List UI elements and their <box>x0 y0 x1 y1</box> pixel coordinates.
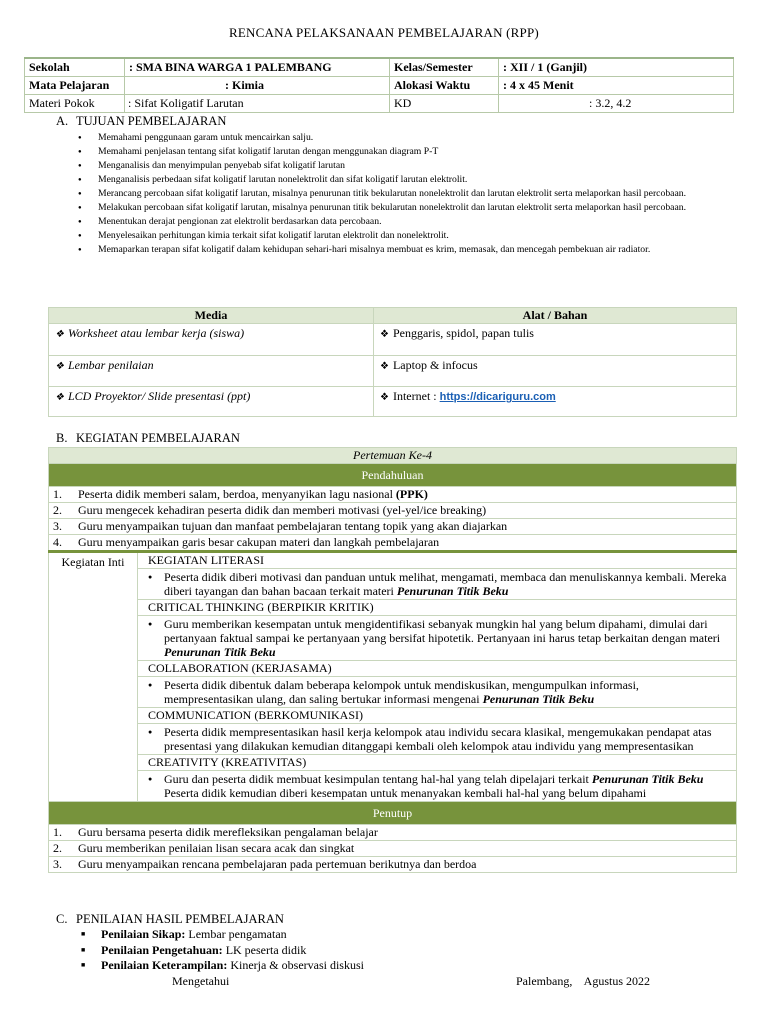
diamond-bullet-icon: ❖ <box>55 329 64 340</box>
media-table <box>48 307 737 417</box>
penutup-bar: Penutup <box>49 802 737 825</box>
kegiatan-table <box>48 447 737 873</box>
header-info-table <box>24 57 734 113</box>
inti-subheading: CRITICAL THINKING (BERPIKIR KRITIK) <box>138 600 737 616</box>
tujuan-item: ● Memahami penggunaan garam untuk mencairkan salju. <box>48 131 738 145</box>
alokasi-label: Alokasi Waktu <box>390 77 499 95</box>
inti-item: ● Peserta didik dibentuk dalam beberapa kelompok untuk mendiskusikan, mengumpulkan informasi, mempresentasikan ulang, dan saling bertukar informasi mengenai Penurunan Titik Beku <box>138 677 737 708</box>
tujuan-list <box>48 131 738 257</box>
alat-item: ❖ Internet : https://dicariguru.com <box>374 387 737 417</box>
penutup-item: 1. Guru bersama peserta didik merefleksikan pengalaman belajar <box>49 825 737 841</box>
inti-subheading: COLLABORATION (KERJASAMA) <box>138 661 737 677</box>
tujuan-item: ● Menganalisis perbedaan sifat koligatif larutan nonelektrolit dan sifat koligatif larutan elektrolit. <box>48 173 738 187</box>
diamond-bullet-icon: ❖ <box>55 392 64 403</box>
place-date: Palembang, Agustus 2022 <box>516 974 650 988</box>
diamond-bullet-icon: ❖ <box>55 361 64 372</box>
alokasi-value: : 4 x 45 Menit <box>499 77 734 95</box>
internet-link[interactable]: https://dicariguru.com <box>439 391 556 403</box>
section-b-heading <box>56 431 240 446</box>
section-b-title: KEGIATAN PEMBELAJARAN <box>76 431 240 445</box>
section-b-number: B. <box>56 431 68 445</box>
media-header: Media <box>49 308 374 324</box>
pendahuluan-item: 4. Guru menyampaikan garis besar cakupan materi dan langkah pembelajaran <box>49 535 737 552</box>
inti-subheading: CREATIVITY (KREATIVITAS) <box>138 755 737 771</box>
tujuan-item: ● Menyelesaikan perhitungan kimia terkait sifat koligatif larutan elektrolit dan nonelektrolit. <box>48 229 738 243</box>
section-a-title: TUJUAN PEMBELAJARAN <box>76 114 227 128</box>
pendahuluan-bar: Pendahuluan <box>49 464 737 487</box>
section-c-title: PENILAIAN HASIL PEMBELAJARAN <box>76 912 284 926</box>
alat-header: Alat / Bahan <box>374 308 737 324</box>
media-item: ❖ Worksheet atau lembar kerja (siswa) <box>49 324 374 356</box>
inti-item: ● Peserta didik mempresentasikan hasil kerja kelompok atau individu secara klasikal, mengemukakan pendapat atas presentasi yang dilakukan kemudian ditanggapi kembali oleh kelompok atau individu yang mempresentasikan <box>138 724 737 755</box>
kelas-value: : XII / 1 (Ganjil) <box>499 58 734 77</box>
diamond-bullet-icon: ❖ <box>380 392 389 403</box>
inti-item: ● Guru dan peserta didik membuat kesimpulan tentang hal-hal yang telah dipelajari terkait Penurunan Titik Beku Peserta didik kemudian diberi kesempatan untuk menanyakan kembali hal-hal yang belum dipahami <box>138 771 737 802</box>
penilaian-item: ■ Penilaian Pengetahuan: LK peserta didik <box>81 943 364 959</box>
tujuan-item: ● Memaparkan terapan sifat koligatif dalam kehidupan sehari-hari misalnya membuat es krim, memasak, dan mencegah pembekuan air radiator. <box>48 243 738 257</box>
media-item: ❖ LCD Proyektor/ Slide presentasi (ppt) <box>49 387 374 417</box>
tujuan-item: ● Merancang percobaan sifat koligatif larutan, misalnya penurunan titik bekularutan nonelektrolit dan larutan elektrolit serta melaporkan hasil percobaan. <box>48 187 738 201</box>
tujuan-item: ● Menentukan derajat pengionan zat elektrolit berdasarkan data percobaan. <box>48 215 738 229</box>
alat-item: ❖ Penggaris, spidol, papan tulis <box>374 324 737 356</box>
penilaian-list <box>81 927 364 974</box>
penutup-item: 2. Guru memberikan penilaian lisan secara acak dan singkat <box>49 841 737 857</box>
section-c-heading <box>56 912 284 927</box>
sekolah-label: Sekolah <box>25 58 125 77</box>
kelas-label: Kelas/Semester <box>390 58 499 77</box>
diamond-bullet-icon: ❖ <box>380 361 389 372</box>
sekolah-value: : SMA BINA WARGA 1 PALEMBANG <box>125 58 390 77</box>
pendahuluan-item: 1. Peserta didik memberi salam, berdoa, menyanyikan lagu nasional (PPK) <box>49 487 737 503</box>
tujuan-item: ● Memahami penjelasan tentang sifat koligatif larutan dengan menggunakan diagram P-T <box>48 145 738 159</box>
media-item: ❖ Lembar penilaian <box>49 356 374 387</box>
penilaian-item: ■ Penilaian Sikap: Lembar pengamatan <box>81 927 364 943</box>
inti-item: ● Guru memberikan kesempatan untuk mengidentifikasi sebanyak mungkin hal yang belum dipahami, dimulai dari pertanyaan faktual sampai ke pertanyaan yang bersifat hipotetik. Pertanyaan ini harus tetap berkaitan dengan materi Penurunan Titik Beku <box>138 616 737 661</box>
kd-value: : 3.2, 4.2 <box>499 95 734 113</box>
inti-subheading: KEGIATAN LITERASI <box>138 552 737 569</box>
mengetahui-label: Mengetahui <box>172 974 230 988</box>
page-title: RENCANA PELAKSANAAN PEMBELAJARAN (RPP) <box>229 25 539 40</box>
diamond-bullet-icon: ❖ <box>380 329 389 340</box>
section-a-heading <box>56 114 226 129</box>
tujuan-item: ● Melakukan percobaan sifat koligatif larutan, misalnya penurunan titik bekularutan nonelektrolit dan larutan elektrolit serta melaporkan hasil percobaan. <box>48 201 738 215</box>
mapel-value: : Kimia <box>125 77 390 95</box>
inti-item: ● Peserta didik diberi motivasi dan panduan untuk melihat, mengamati, membaca dan menuliskannya kembali. Mereka diberi tayangan dan bahan bacaan terkait materi Penurunan Titik Beku <box>138 569 737 600</box>
alat-item: ❖ Laptop & infocus <box>374 356 737 387</box>
tujuan-item: ● Menganalisis dan menyimpulan penyebab sifat koligatif larutan <box>48 159 738 173</box>
section-c-number: C. <box>56 912 68 926</box>
penilaian-item: ■ Penilaian Keterampilan: Kinerja & observasi diskusi <box>81 958 364 974</box>
pendahuluan-item: 3. Guru menyampaikan tujuan dan manfaat pembelajaran tentang topik yang akan diajarkan <box>49 519 737 535</box>
kd-label: KD <box>390 95 499 113</box>
mapel-label: Mata Pelajaran <box>25 77 125 95</box>
penutup-item: 3. Guru menyampaikan rencana pembelajaran pada pertemuan berikutnya dan berdoa <box>49 857 737 873</box>
kegiatan-inti-label: Kegiatan Inti <box>49 552 138 802</box>
pertemuan-label: Pertemuan Ke-4 <box>49 448 737 464</box>
materi-value: : Sifat Koligatif Larutan <box>125 95 390 113</box>
inti-subheading: COMMUNICATION (BERKOMUNIKASI) <box>138 708 737 724</box>
pendahuluan-item: 2. Guru mengecek kehadiran peserta didik dan memberi motivasi (yel-yel/ice breaking) <box>49 503 737 519</box>
section-a-number: A. <box>56 114 69 128</box>
materi-label: Materi Pokok <box>25 95 125 113</box>
